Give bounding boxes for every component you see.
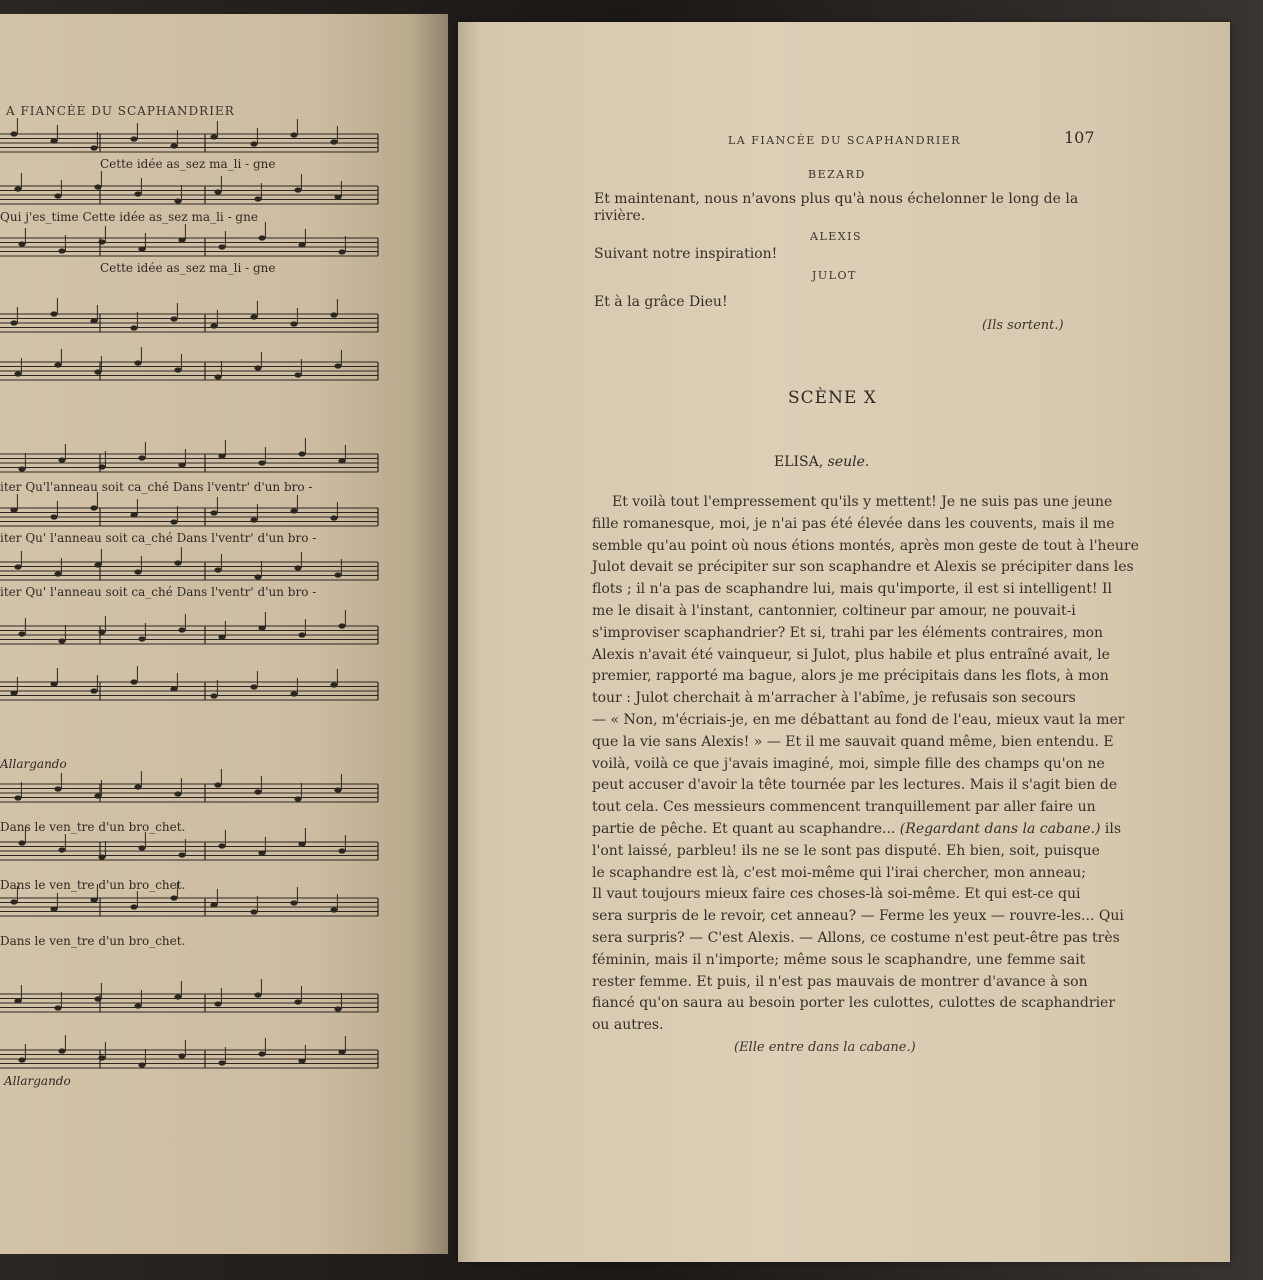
dialogue-line: Suivant notre inspiration! [594, 246, 778, 262]
monologue-line: Alexis n'avait été vainqueur, si Julot, plus habile et plus entraîné avait, le [592, 646, 1110, 663]
note-head [90, 318, 97, 323]
note-head [10, 690, 17, 695]
note-head [54, 786, 61, 791]
note-head [130, 136, 137, 141]
staff [0, 1035, 378, 1068]
note-head [170, 519, 177, 524]
monologue-line: premier, rapporté ma bague, alors je me précipitais dans les flots, à mon [592, 668, 1109, 685]
lyric-line: Dans le ven_tre d'un bro_chet. [0, 878, 186, 892]
note-head [334, 194, 341, 199]
note-head [218, 244, 225, 249]
lyric-line: Dans le ven_tre d'un bro_chet. [0, 820, 186, 834]
note-head [134, 1003, 141, 1008]
note-head [90, 145, 97, 150]
inline-stage-direction: (Regardant dans la cabane.) [895, 820, 1105, 837]
note-head [290, 900, 297, 905]
note-head [178, 462, 185, 467]
monologue-line: flots ; il n'a pas de scaphandre lui, mais qu'importe, il est si intelligent! Il [592, 581, 1112, 598]
note-head [18, 466, 25, 471]
monologue-line: — « Non, m'écriais-je, en me débattant au fond de l'eau, mieux vaut la mer [592, 711, 1125, 728]
note-head [98, 464, 105, 469]
note-head [338, 249, 345, 254]
note-head [14, 795, 21, 800]
monologue-line: Julot devait se précipiter sur son scaphandre et Alexis se précipiter dans les [592, 559, 1134, 576]
note-head [174, 560, 181, 565]
dialogue-line: Et à la grâce Dieu! [594, 294, 728, 310]
monologue-line: rester femme. Et puis, il n'est pas mauvais de montrer d'avance à son [592, 973, 1088, 990]
monologue-line: tour : Julot cherchait à m'arracher à l'abîme, je refusais son secours [592, 690, 1076, 707]
note-head [50, 681, 57, 686]
note-head [58, 638, 65, 643]
note-head [58, 847, 65, 852]
note-head [134, 569, 141, 574]
note-head [298, 1058, 305, 1063]
note-head [218, 634, 225, 639]
staff [0, 547, 378, 580]
staff [0, 222, 378, 256]
note-head [98, 1055, 105, 1060]
monologue-line: l'ont laissé, parbleu! ils ne se le sont pas disputé. Eh bien, soit, puisque [592, 842, 1100, 859]
note-head [250, 517, 257, 522]
note-head [338, 458, 345, 463]
lyric-line: iter Qu' l'anneau soit ca_ché Dans l'ventr' d'un bro - [0, 585, 317, 599]
note-head [50, 311, 57, 316]
monologue-line: le scaphandre est là, c'est moi-même qui l'irai chercher, mon anneau; [592, 864, 1086, 881]
note-head [210, 902, 217, 907]
note-head [210, 693, 217, 698]
dialogue-line: rivière. [594, 208, 646, 224]
left-page-score [0, 14, 448, 1254]
note-head [298, 841, 305, 846]
note-head [294, 565, 301, 570]
note-head [54, 1005, 61, 1010]
note-head [290, 691, 297, 696]
note-head [58, 1048, 65, 1053]
dialogue-line: Et maintenant, nous n'avons plus qu'à nous échelonner le long de la [594, 191, 1079, 207]
note-head [250, 141, 257, 146]
note-head [250, 684, 257, 689]
note-head [214, 1001, 221, 1006]
note-head [218, 843, 225, 848]
note-head [54, 193, 61, 198]
note-head [214, 374, 221, 379]
note-head [130, 512, 137, 517]
speaker-alexis: ALEXIS [810, 230, 862, 243]
note-head [98, 239, 105, 244]
monologue-line: Il vaut toujours mieux faire ces choses-là soi-même. Et qui est-ce qui [592, 886, 1081, 903]
note-head [178, 1053, 185, 1058]
note-head [174, 198, 181, 203]
stage-direction: (Ils sortent.) [982, 318, 1064, 333]
note-head [94, 562, 101, 567]
note-head [14, 371, 21, 376]
note-head [170, 143, 177, 148]
note-head [10, 131, 17, 136]
note-head [138, 636, 145, 641]
note-head [330, 515, 337, 520]
note-head [254, 574, 261, 579]
note-head [170, 686, 177, 691]
running-header: LA FIANCÉE DU SCAPHANDRIER [728, 134, 962, 147]
note-head [18, 840, 25, 845]
note-head [258, 235, 265, 240]
note-head [58, 457, 65, 462]
note-head [174, 994, 181, 999]
monologue-line: Et voilà tout l'empressement qu'ils y mettent! Je ne suis pas une jeune [612, 494, 1113, 510]
note-head [214, 567, 221, 572]
character-name: ELISA, [774, 454, 824, 470]
monologue-line: féminin, mais il n'importe; même sous le scaphandre, une femme sait [592, 951, 1086, 968]
monologue-line: sera surpris de le revoir, cet anneau? — Ferme les yeux — rouvre-les... Qui [592, 908, 1124, 925]
note-head [90, 688, 97, 693]
monologue-line: que la vie sans Alexis! » — Et il me sauvait quand même, bien entendu. E [592, 733, 1114, 750]
note-head [258, 625, 265, 630]
note-head [210, 134, 217, 139]
note-head [210, 510, 217, 515]
note-head [54, 571, 61, 576]
note-head [258, 1051, 265, 1056]
left-running-header: A FIANCÉE DU SCAPHANDRIER [6, 104, 235, 118]
staff [0, 666, 378, 700]
note-head [290, 132, 297, 137]
note-head [258, 460, 265, 465]
note-head [210, 323, 217, 328]
note-head [50, 138, 57, 143]
scene-heading: SCÈNE X [788, 388, 877, 408]
note-head [330, 312, 337, 317]
note-head [214, 189, 221, 194]
monologue-line: fille romanesque, moi, je n'ai pas été élevée dans les couvents, mais il me [592, 515, 1115, 532]
monologue [592, 492, 1139, 1037]
note-head [334, 572, 341, 577]
monologue-line: sera surpris? — C'est Alexis. — Allons, ce costume n'est peut-être pas très [592, 929, 1120, 946]
note-head [138, 455, 145, 460]
note-head [130, 325, 137, 330]
note-head [90, 897, 97, 902]
note-head [138, 1062, 145, 1067]
monologue-line: peut accuser d'avoir la tête tournée par les lectures. Mais il s'agit bien de [592, 777, 1118, 794]
note-head [138, 246, 145, 251]
stage-direction: (Elle entre dans la cabane.) [734, 1040, 916, 1055]
note-head [338, 623, 345, 628]
note-head [98, 629, 105, 634]
note-head [218, 1060, 225, 1065]
lyric-line: Cette idée as_sez ma_li - gne [100, 261, 276, 275]
tempo-marking: Allargando [0, 757, 67, 771]
monologue-line: fiancé qu'on saura au besoin porter les culottes, culottes de scaphandrier [592, 995, 1116, 1012]
tempo-marking: Allargando [4, 1074, 71, 1088]
staff [0, 492, 378, 526]
note-head [254, 365, 261, 370]
staff [0, 298, 378, 332]
note-head [218, 453, 225, 458]
note-head [298, 451, 305, 456]
note-head [254, 789, 261, 794]
note-head [294, 999, 301, 1004]
lyric-line: Cette idée as_sez ma_li - gne [100, 157, 276, 171]
monologue-line: ou autres. [592, 1017, 664, 1034]
note-head [334, 1006, 341, 1011]
lyric-line: Dans le ven_tre d'un bro_chet. [0, 934, 186, 948]
note-head [90, 505, 97, 510]
staff [0, 979, 378, 1012]
note-head [134, 191, 141, 196]
note-head [254, 992, 261, 997]
staff [0, 347, 378, 380]
monologue-line: s'improviser scaphandrier? Et si, trahi par les éléments contraires, mon [592, 624, 1104, 641]
note-head [338, 848, 345, 853]
note-head [94, 184, 101, 189]
note-head [50, 514, 57, 519]
note-head [130, 904, 137, 909]
monologue-line: semble qu'au point où nous étions montés, après mon geste de tout à l'heure [592, 537, 1139, 554]
staff [0, 438, 378, 472]
note-head [170, 316, 177, 321]
note-head [330, 139, 337, 144]
note-head [174, 367, 181, 372]
note-head [170, 895, 177, 900]
note-head [138, 845, 145, 850]
note-head [98, 854, 105, 859]
note-head [58, 248, 65, 253]
note-head [338, 1049, 345, 1054]
note-head [50, 906, 57, 911]
note-head [10, 320, 17, 325]
staff [0, 610, 378, 644]
note-head [174, 791, 181, 796]
character-note: seule. [827, 454, 870, 470]
note-head [178, 627, 185, 632]
note-head [14, 998, 21, 1003]
note-head [134, 360, 141, 365]
note-head [258, 850, 265, 855]
speaker-julot: JULOT [812, 269, 857, 282]
note-head [334, 787, 341, 792]
note-head [250, 314, 257, 319]
note-head [130, 679, 137, 684]
note-head [294, 796, 301, 801]
note-head [214, 782, 221, 787]
music-staves [0, 14, 448, 1254]
note-head [94, 369, 101, 374]
right-page-text [458, 22, 1230, 1262]
staff [0, 171, 378, 204]
note-head [250, 909, 257, 914]
note-head [14, 186, 21, 191]
note-head [334, 363, 341, 368]
speaker-bezard: BEZARD [808, 168, 866, 181]
note-head [178, 237, 185, 242]
note-head [290, 321, 297, 326]
lyric-line: iter Qu' l'anneau soit ca_ché Dans l'ventr' d'un bro - [0, 531, 317, 545]
page-number: 107 [1064, 128, 1095, 147]
note-head [290, 508, 297, 513]
monologue-line: me le disait à l'instant, cantonnier, coltineur par amour, ne pouvait-i [592, 602, 1076, 619]
note-head [94, 793, 101, 798]
character-heading [774, 454, 869, 470]
note-head [330, 907, 337, 912]
note-head [10, 507, 17, 512]
monologue-line: tout cela. Ces messieurs commencent tranquillement par aller faire un [592, 799, 1096, 816]
note-head [18, 241, 25, 246]
note-head [298, 632, 305, 637]
note-head [134, 784, 141, 789]
note-head [294, 187, 301, 192]
note-head [294, 372, 301, 377]
note-head [14, 564, 21, 569]
lyric-line: iter Qu'l'anneau soit ca_ché Dans l'ventr' d'un bro - [0, 480, 313, 494]
staff [0, 769, 378, 802]
note-head [18, 631, 25, 636]
note-head [94, 996, 101, 1001]
note-head [254, 196, 261, 201]
note-head [10, 899, 17, 904]
monologue-line: voilà, voilà ce que j'avais imaginé, moi, simple fille des champs qu'on ne [592, 755, 1105, 772]
monologue-line: partie de pêche. Et quant au scaphandre... (Regardant dans la cabane.) ils [592, 820, 1122, 837]
note-head [54, 362, 61, 367]
lyric-line: Qui j'es_time Cette idée as_sez ma_li - gne [0, 210, 258, 224]
note-head [330, 682, 337, 687]
note-head [178, 852, 185, 857]
staff [0, 118, 378, 152]
note-head [298, 242, 305, 247]
note-head [18, 1057, 25, 1062]
